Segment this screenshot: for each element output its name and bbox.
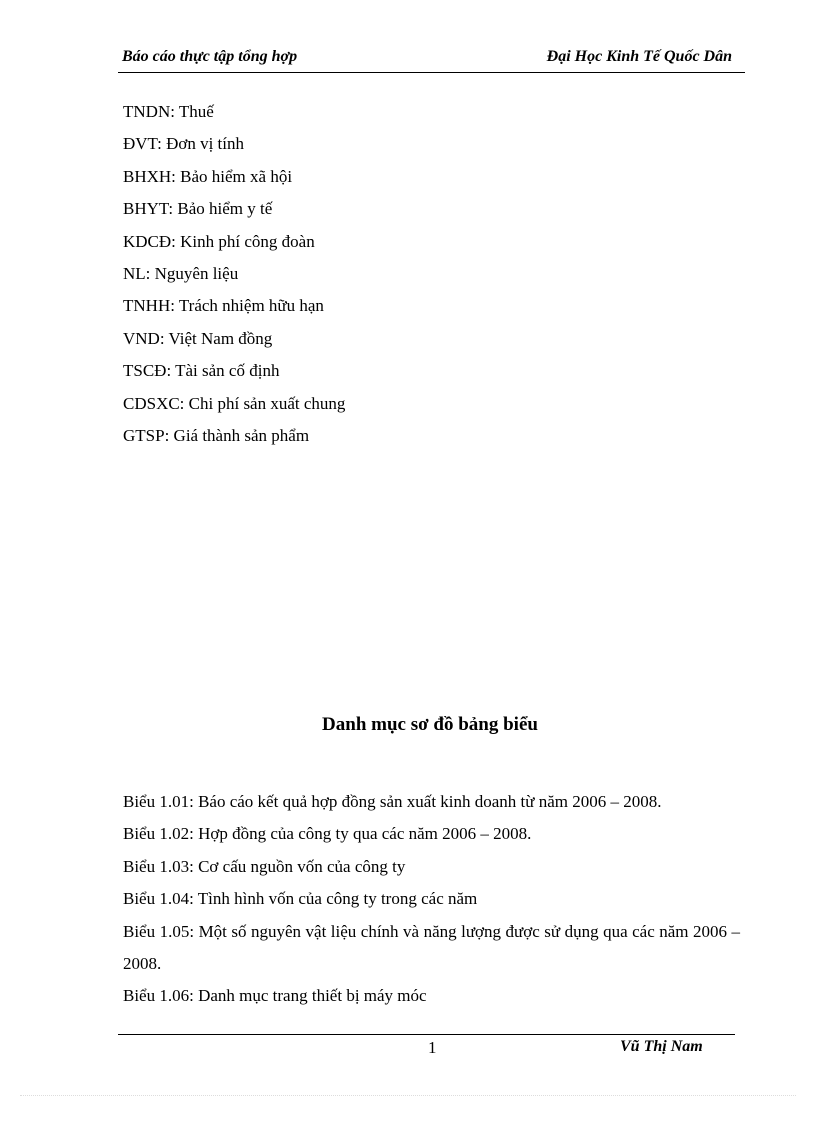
list-item: NL: Nguyên liệu: [123, 264, 239, 284]
header-right: Đại Học Kinh Tế Quốc Dân: [546, 48, 732, 65]
list-item: Biểu 1.05: Một số nguyên vật liệu chính và năng lượng được sử dụng qua các năm 2006 – 2008.: [123, 921, 740, 974]
list-item: TNHH: Trách nhiệm hữu hạn: [123, 296, 324, 316]
list-item: Biểu 1.03: Cơ cấu nguồn vốn của công ty: [123, 856, 406, 876]
section-title: Danh mục sơ đồ bảng biểu: [322, 714, 538, 735]
abbreviation-list: [123, 96, 345, 452]
list-item: GTSP: Giá thành sản phẩm: [123, 426, 310, 446]
list-item: VND: Việt Nam đồng: [123, 328, 273, 348]
list-item: TNDN: Thuế: [123, 102, 214, 121]
list-item: ĐVT: Đơn vị tính: [123, 134, 245, 154]
header-divider: [118, 72, 745, 73]
list-item: Biểu 1.06: Danh mục trang thiết bị máy móc: [123, 986, 427, 1006]
list-item: Biểu 1.01: Báo cáo kết quả hợp đồng sản xuất kinh doanh từ năm 2006 – 2008.: [123, 792, 662, 811]
list-item: Biểu 1.04: Tình hình vốn của công ty trong các năm: [123, 889, 478, 909]
list-item: BHYT: Bảo hiểm y tế: [123, 199, 273, 219]
footer-divider: [118, 1034, 735, 1035]
list-item: BHXH: Bảo hiểm xã hội: [123, 166, 293, 186]
header-left: Báo cáo thực tập tổng hợp: [122, 48, 298, 65]
page-edge: [20, 1095, 796, 1096]
list-item: Biểu 1.02: Hợp đồng của công ty qua các năm 2006 – 2008.: [123, 824, 532, 844]
page-number: 1: [428, 1038, 437, 1057]
footer-author: Vũ Thị Nam: [620, 1038, 703, 1055]
list-item: CDSXC: Chi phí sản xuất chung: [123, 393, 346, 413]
figure-list: [123, 786, 740, 1013]
list-item: KDCĐ: Kinh phí công đoàn: [123, 231, 315, 251]
list-item: TSCĐ: Tài sản cố định: [123, 361, 280, 381]
